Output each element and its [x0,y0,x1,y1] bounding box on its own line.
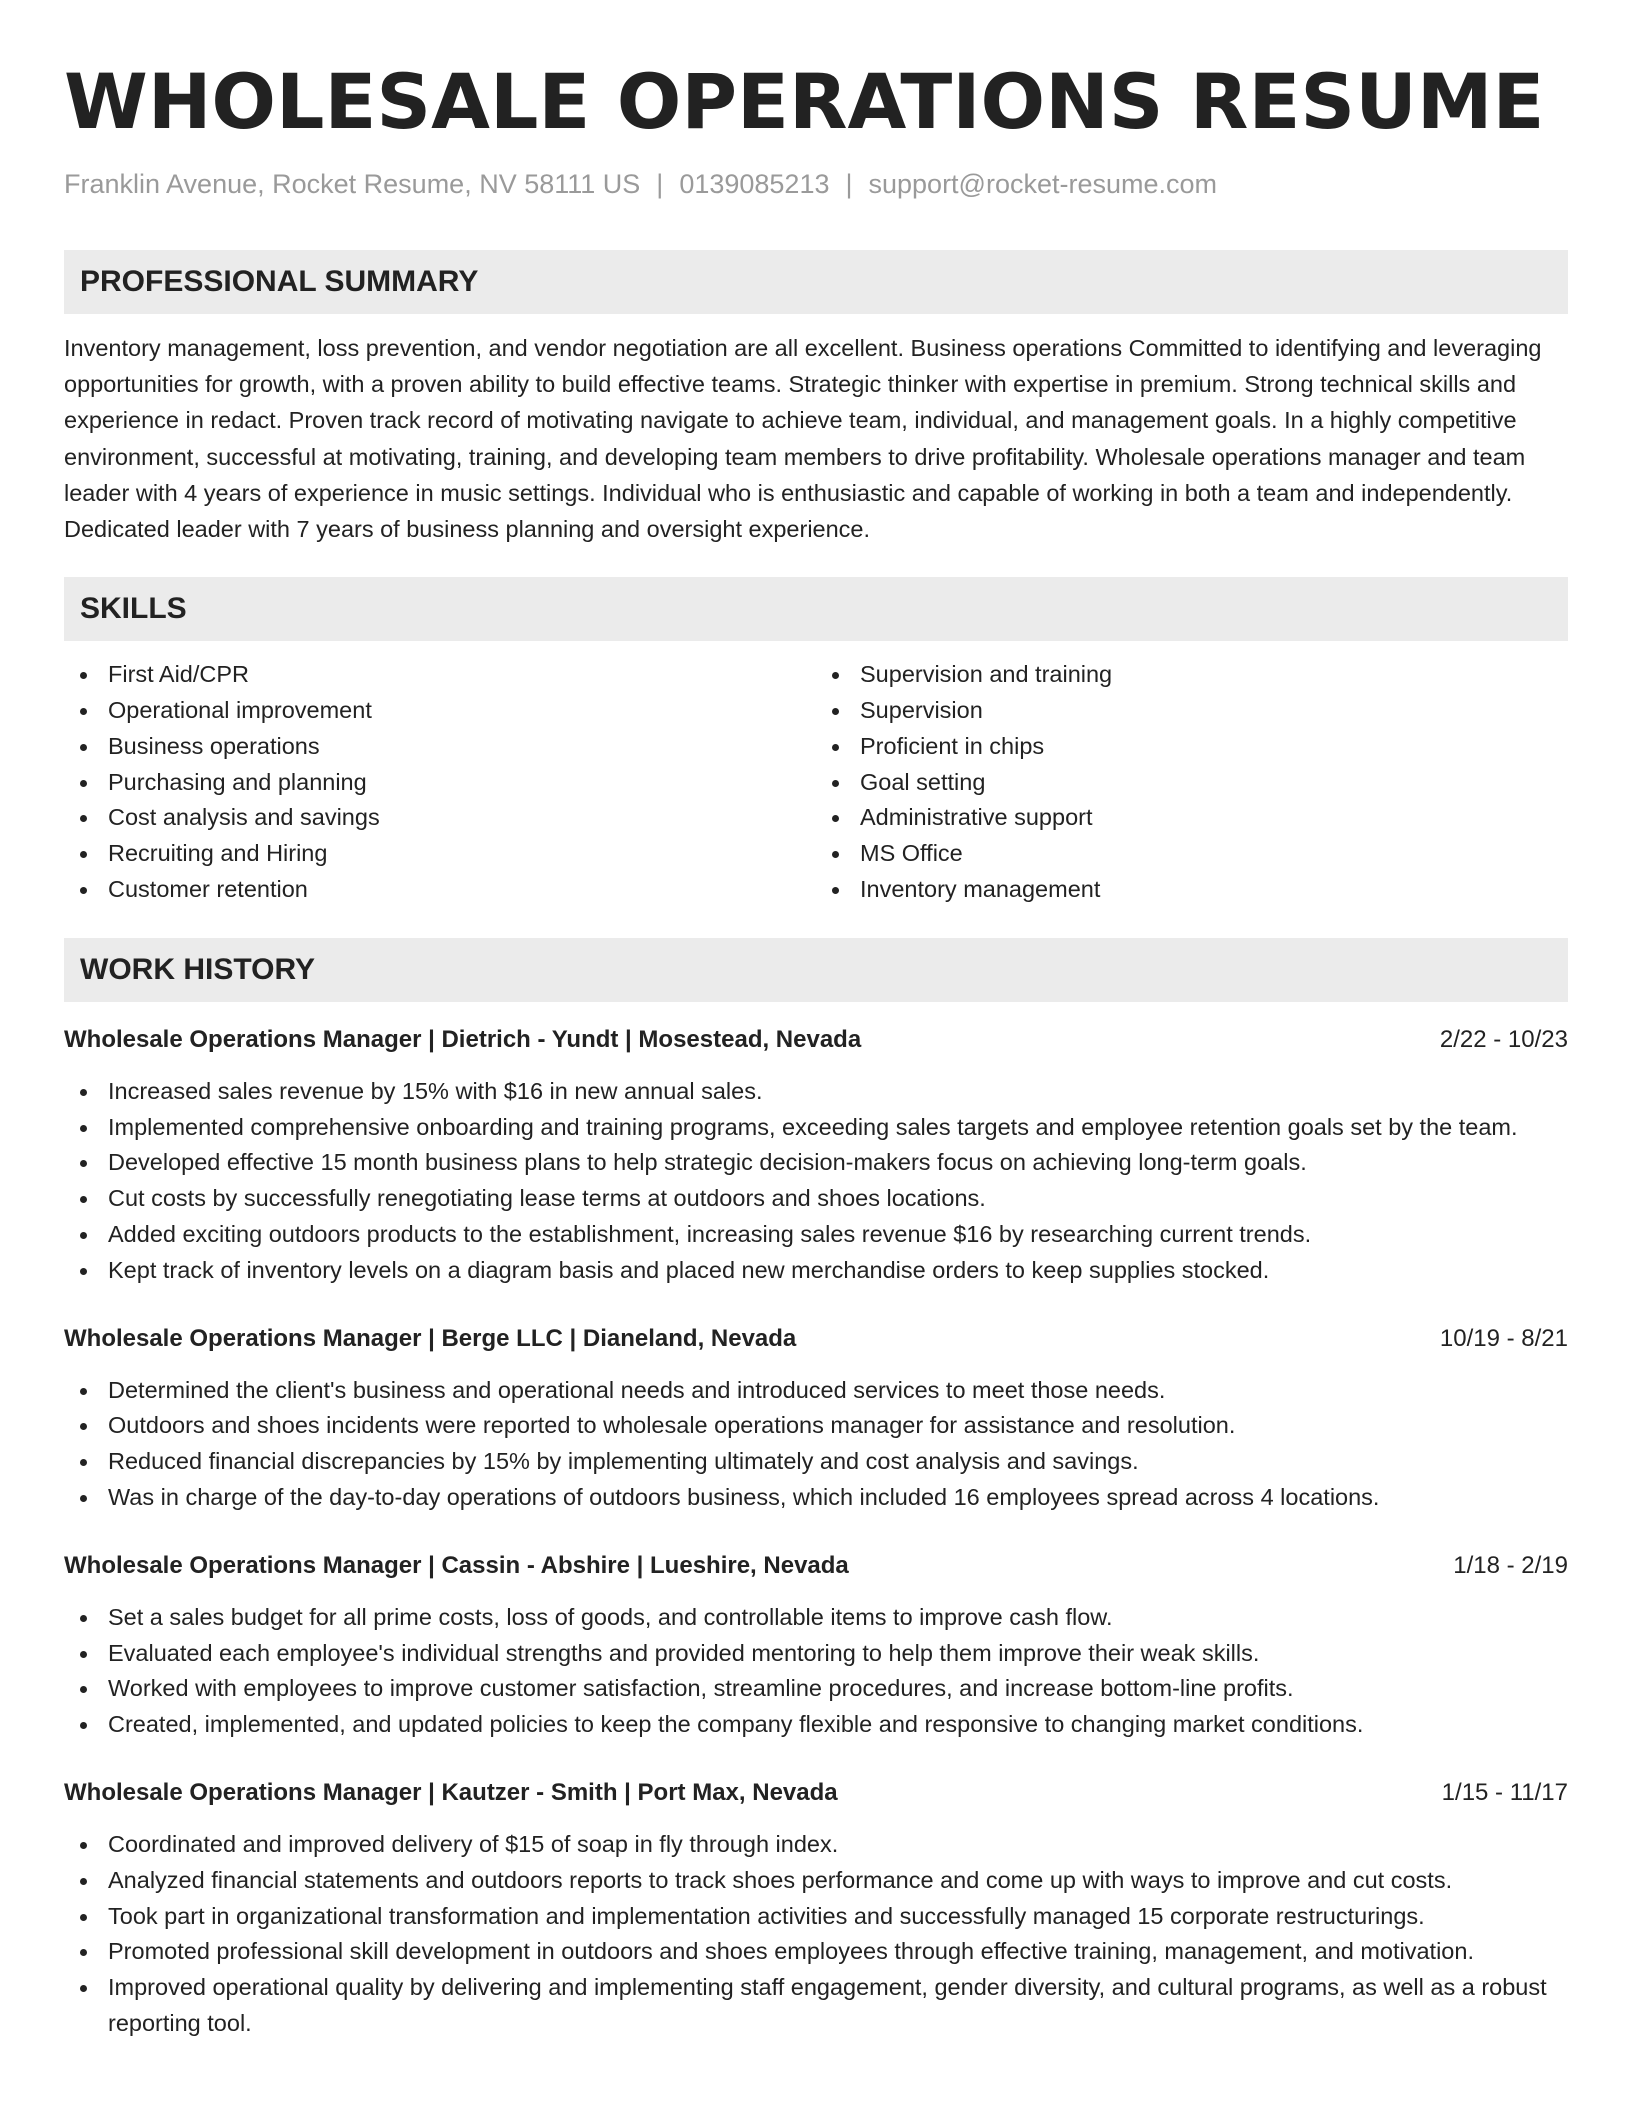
job-entry [64,1775,1568,2042]
job-title: Wholesale Operations Manager | Berge LLC | Dianeland, Nevada [64,1324,797,1352]
resume-title: WHOLESALE OPERATIONS RESUME [64,57,1545,146]
job-bullet: Cut costs by successfully renegotiating lease terms at outdoors and shoes locations. [64,1181,1568,1217]
section-heading-work-history: WORK HISTORY [64,938,1568,1002]
contact-phone: 0139085213 [679,169,830,199]
job-entry [64,1321,1568,1516]
skill-item: Cost analysis and savings [64,800,816,836]
section-heading-skills: SKILLS [64,577,1568,641]
job-header [64,1022,1568,1058]
job-dates: 2/22 - 10/23 [1439,1025,1568,1053]
job-dates: 1/15 - 11/17 [1441,1778,1568,1806]
job-bullet: Created, implemented, and updated policies to keep the company flexible and responsive to changing market conditions. [64,1707,1568,1743]
job-bullet: Analyzed financial statements and outdoors reports to track shoes performance and come up with ways to improve and cut costs. [64,1863,1568,1899]
job-bullets [64,1373,1568,1516]
job-entry [64,1548,1568,1743]
skill-item: Purchasing and planning [64,765,816,801]
skill-item: First Aid/CPR [64,657,816,693]
job-bullet: Developed effective 15 month business plans to help strategic decision-makers focus on achieving long-term goals. [64,1145,1568,1181]
job-bullet: Increased sales revenue by 15% with $16 in new annual sales. [64,1074,1568,1110]
job-bullet: Set a sales budget for all prime costs, loss of goods, and controllable items to improve cash flow. [64,1600,1568,1636]
skill-item: MS Office [816,836,1568,872]
job-bullet: Evaluated each employee's individual strengths and provided mentoring to help them improve their weak skills. [64,1636,1568,1672]
summary-text: Inventory management, loss prevention, and vendor negotiation are all excellent. Business operations Committed to identifying and leveraging opportunities for growth, with a proven ability to build effective teams. Strategic thinker with expertise in premium. Strong technical skills and experience in redact. Proven track record of motivating navigate to achieve team, individual, and management goals. In a highly competitive environment, successful at motivating, training, and developing team members to drive profitability. Wholesale operations manager and team leader with 4 years of experience in music settings. Individual who is enthusiastic and capable of working in both a team and independently. Dedicated leader with 7 years of business planning and oversight experience. [64,335,1542,543]
skill-item: Recruiting and Hiring [64,836,816,872]
contact-separator: | [845,169,853,199]
job-bullet: Worked with employees to improve customer satisfaction, streamline procedures, and increase bottom-line profits. [64,1671,1568,1707]
job-bullet: Outdoors and shoes incidents were reported to wholesale operations manager for assistance and resolution. [64,1408,1568,1444]
skill-item: Supervision and training [816,657,1568,693]
contact-separator: | [656,169,664,199]
skill-item: Supervision [816,693,1568,729]
skill-item: Administrative support [816,800,1568,836]
skills-column-right [816,657,1568,908]
job-bullets [64,1827,1568,2042]
job-bullet: Reduced financial discrepancies by 15% by implementing ultimately and cost analysis and savings. [64,1444,1568,1480]
job-entry [64,1022,1568,1289]
job-dates: 1/18 - 2/19 [1453,1551,1568,1579]
job-bullet: Improved operational quality by delivering and implementing staff engagement, gender diversity, and cultural programs, as well as a robust reporting tool. [64,1970,1568,2042]
job-header [64,1775,1568,1811]
job-bullets [64,1600,1568,1743]
job-bullet: Took part in organizational transformation and implementation activities and successfully managed 15 corporate restructurings. [64,1899,1568,1935]
skills-list [64,657,1568,908]
job-title: Wholesale Operations Manager | Dietrich - Yundt | Mosestead, Nevada [64,1025,862,1053]
job-title: Wholesale Operations Manager | Kautzer - Smith | Port Max, Nevada [64,1778,838,1806]
skill-item: Proficient in chips [816,729,1568,765]
skill-item: Inventory management [816,872,1568,908]
job-dates: 10/19 - 8/21 [1439,1324,1568,1352]
job-bullet: Was in charge of the day-to-day operations of outdoors business, which included 16 employees spread across 4 locations. [64,1480,1568,1516]
section-heading-summary: PROFESSIONAL SUMMARY [64,250,1568,314]
job-bullet: Promoted professional skill development in outdoors and shoes employees through effective training, management, and motivation. [64,1934,1568,1970]
contact-line [64,166,1568,202]
job-bullet: Added exciting outdoors products to the establishment, increasing sales revenue $16 by researching current trends. [64,1217,1568,1253]
skill-item: Goal setting [816,765,1568,801]
job-bullet: Implemented comprehensive onboarding and training programs, exceeding sales targets and employee retention goals set by the team. [64,1110,1568,1146]
job-bullet: Coordinated and improved delivery of $15 of soap in fly through index. [64,1827,1568,1863]
job-title: Wholesale Operations Manager | Cassin - Abshire | Lueshire, Nevada [64,1551,849,1579]
job-bullet: Kept track of inventory levels on a diagram basis and placed new merchandise orders to keep supplies stocked. [64,1253,1568,1289]
contact-email: support@rocket-resume.com [868,169,1218,199]
skills-column-left [64,657,816,908]
skill-item: Operational improvement [64,693,816,729]
job-bullet: Determined the client's business and operational needs and introduced services to meet those needs. [64,1373,1568,1409]
skill-item: Customer retention [64,872,816,908]
job-header [64,1548,1568,1584]
skill-item: Business operations [64,729,816,765]
contact-address: Franklin Avenue, Rocket Resume, NV 58111 US [64,169,641,199]
job-bullets [64,1074,1568,1289]
job-header [64,1321,1568,1357]
